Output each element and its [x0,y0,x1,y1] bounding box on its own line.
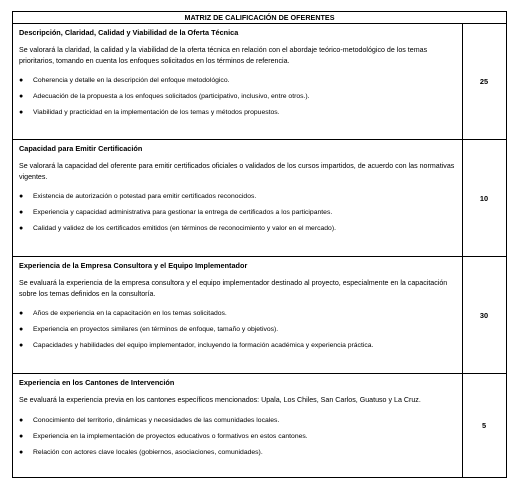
criterion-row [13,140,506,257]
bullet-icon: ● [19,310,24,317]
list-item-text: Capacidades y habilidades del equipo implementador, incluyendo la formación académica y experiencia práctica. [33,342,374,349]
criterion-list [19,416,456,457]
bullet-icon: ● [19,416,24,424]
list-item [19,341,456,350]
criterion-description: Se valorará la claridad, la calidad y la viabilidad de la oferta técnica en relación con el abordaje teórico-metodológico de los temas prioritarios, tomando en cuenta los enfoques solicitados en los términos de referencia. [19,46,428,65]
bullet-icon: ● [19,193,24,200]
criterion-cell [13,140,463,256]
list-item-text: Coherencia y detalle en la descripción del enfoque metodológico. [33,77,230,84]
list-item [19,309,456,318]
list-item [19,224,456,233]
bullet-icon: ● [19,109,24,116]
criterion-cell [13,24,463,139]
criterion-score: 30 [479,310,489,320]
bullet-icon: ● [19,326,24,333]
criterion-description: Se evaluará la experiencia previa en los cantones específicos mencionados: Upala, Los Chiles, San Carlos, Guatuso y La Cruz. [19,396,421,404]
bullet-icon: ● [19,342,24,349]
list-item-text: Viabilidad y practicidad en la implementación de los temas y métodos propuestos. [33,109,280,116]
list-item-text: Experiencia en la implementación de proyectos educativos o formativos en estos cantones. [33,432,308,440]
list-item-text: Existencia de autorización o potestad para emitir certificados reconocidos. [33,193,257,200]
criterion-list [19,309,456,350]
bullet-icon: ● [19,93,24,100]
criterion-list [19,76,456,117]
evaluation-matrix-table [12,11,507,478]
list-item [19,92,456,101]
list-item [19,76,456,85]
criterion-row [13,257,506,374]
bullet-icon: ● [19,77,24,84]
criterion-description: Se valorará la capacidad del oferente para emitir certificados oficiales o validados de los cursos impartidos, de acuerdo con las normativas vigentes. [19,162,455,181]
criterion-list [19,192,456,233]
list-item [19,448,456,457]
list-item-text: Adecuación de la propuesta a los enfoques solicitados (participativo, inclusivo, entre otros.). [33,93,310,100]
criterion-cell [13,257,463,373]
bullet-icon: ● [19,448,24,456]
bullet-icon: ● [19,225,24,232]
criterion-description: Se evaluará la experiencia de la empresa consultora y el equipo implementador destinado al proyecto, especialmente en la capacitación sobre los temas definidos en la consultoría. [19,279,448,298]
list-item [19,325,456,334]
table-title: MATRIZ DE CALIFICACIÓN DE OFERENTES [13,12,506,24]
list-item [19,432,456,441]
criterion-heading: Capacidad para Emitir Certificación [19,144,143,153]
list-item-text: Relación con actores clave locales (gobiernos, asociaciones, comunidades). [33,448,263,456]
bullet-icon: ● [19,432,24,440]
criterion-row [13,24,506,140]
criterion-score: 5 [481,421,487,430]
list-item-text: Experiencia y capacidad administrativa para gestionar la entrega de certificados a los participantes. [33,209,333,216]
list-item-text: Años de experiencia en la capacitación en los temas solicitados. [33,310,227,317]
list-item [19,192,456,201]
list-item [19,108,456,117]
bullet-icon: ● [19,209,24,216]
list-item-text: Conocimiento del territorio, dinámicas y necesidades de las comunidades locales. [33,416,280,424]
criterion-score: 10 [479,193,489,203]
list-item-text: Calidad y validez de los certificados emitidos (en términos de reconocimiento y valor en el mercado). [33,225,336,232]
list-item [19,416,456,425]
criterion-heading: Experiencia de la Empresa Consultora y el Equipo Implementador [19,261,248,270]
criterion-row [13,374,506,477]
list-item [19,208,456,217]
list-item-text: Experiencia en proyectos similares (en términos de enfoque, tamaño y objetivos). [33,326,279,333]
criterion-heading: Descripción, Claridad, Calidad y Viabilidad de la Oferta Técnica [19,28,239,37]
criterion-cell [13,374,463,477]
criterion-heading: Experiencia en los Cantones de Intervención [19,378,175,387]
criterion-score: 25 [479,77,489,86]
